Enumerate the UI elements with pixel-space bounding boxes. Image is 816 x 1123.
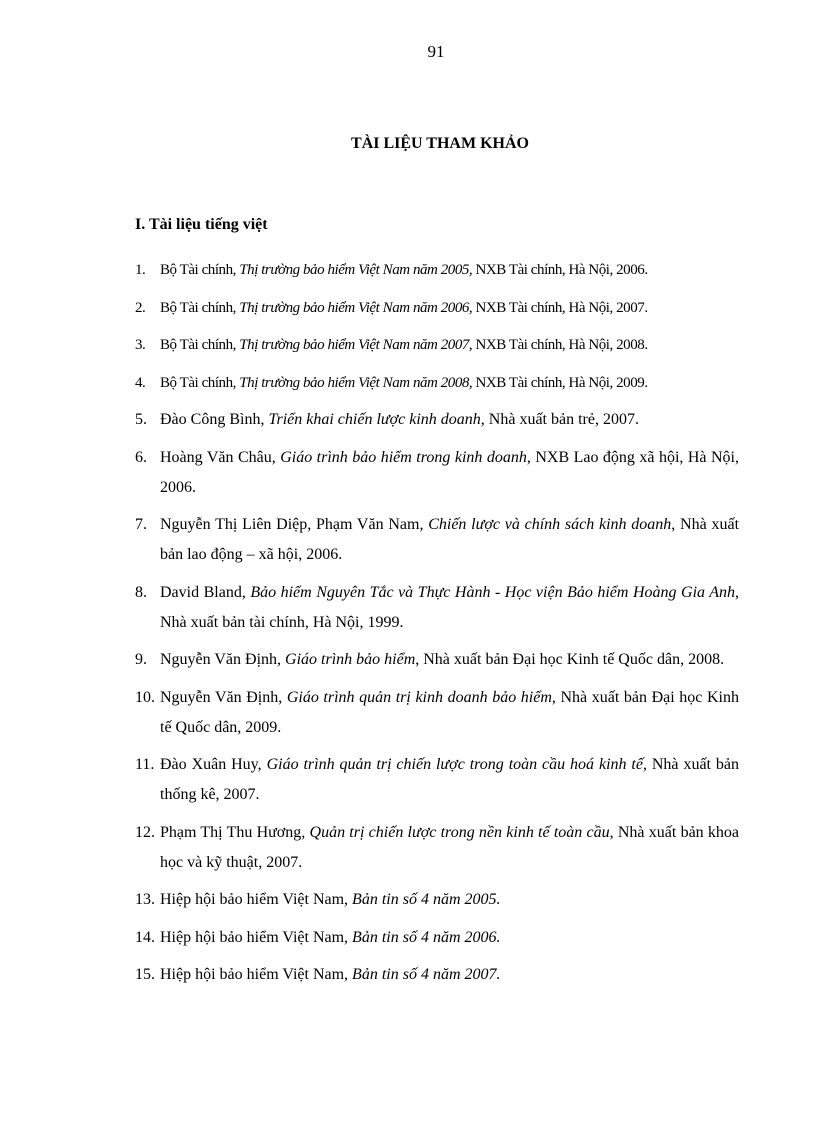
reference-publisher: , Nhà xuất bản thống kê, 2007. — [160, 756, 739, 803]
reference-author: Nguyễn Thị Liên Diệp, Phạm Văn Nam, — [160, 516, 429, 533]
reference-publisher: , Nhà xuất bản trẻ, 2007. — [480, 411, 639, 428]
reference-number: 8. — [135, 583, 147, 601]
reference-item — [135, 750, 739, 810]
reference-author: Hiệp hội bảo hiểm Việt Nam, — [160, 928, 353, 946]
reference-number: 6. — [135, 448, 147, 466]
reference-author: David Bland, — [160, 583, 251, 601]
reference-title: Chiến lược và chính sách kinh doanh — [428, 516, 672, 533]
reference-number: 9. — [135, 651, 147, 668]
reference-number: 11. — [135, 756, 155, 773]
section-heading: I. Tài liệu tiếng việt — [135, 216, 268, 233]
reference-title: Giáo trình bảo hiểm trong kinh doanh — [280, 448, 527, 466]
reference-item — [135, 330, 739, 360]
reference-list — [135, 255, 739, 998]
reference-publisher: , NXB Lao động xã hội, Hà Nội, 2006. — [160, 448, 739, 496]
reference-item — [135, 293, 739, 323]
reference-number: 5. — [135, 411, 147, 428]
reference-item — [135, 255, 739, 285]
reference-publisher: , Nhà xuất bản lao động – xã hội, 2006. — [160, 516, 740, 563]
reference-number: 1. — [135, 262, 146, 278]
page-title: TÀI LIỆU THAM KHẢO — [351, 135, 529, 152]
reference-publisher: , Nhà xuất bản Đại học Kinh tế Quốc dân, 2008. — [415, 651, 725, 668]
reference-number: 14. — [135, 928, 155, 946]
reference-item — [135, 443, 739, 503]
reference-title: Triển khai chiến lược kinh doanh — [268, 411, 481, 428]
reference-number: 13. — [135, 891, 155, 908]
reference-author: Đào Công Bình, — [160, 411, 269, 428]
reference-author: Bộ Tài chính, — [160, 299, 240, 316]
page-number: 91 — [427, 42, 445, 61]
reference-author: Nguyễn Văn Định, — [160, 688, 287, 706]
reference-number: 10. — [135, 688, 155, 706]
reference-title: Bản tin số 4 năm 2007. — [352, 966, 501, 983]
reference-publisher: , Nhà xuất bản Đại học Kinh tế Quốc dân, 2009. — [160, 688, 739, 736]
reference-publisher: , NXB Tài chính, Hà Nội, 2008. — [468, 337, 648, 353]
reference-number: 12. — [135, 823, 155, 841]
reference-title: Bảo hiểm Nguyên Tắc và Thực Hành - Học viện Bảo hiểm Hoàng Gia Anh — [250, 583, 735, 601]
reference-title: Bản tin số 4 năm 2006. — [352, 928, 501, 946]
reference-item — [135, 683, 739, 743]
reference-item — [135, 960, 739, 990]
reference-title: Thị trường bảo hiểm Việt Nam năm 2008 — [239, 374, 469, 391]
reference-author: Hiệp hội bảo hiểm Việt Nam, — [160, 891, 353, 908]
reference-number: 4. — [135, 374, 146, 391]
reference-publisher: , NXB Tài chính, Hà Nội, 2006. — [468, 262, 648, 278]
reference-item — [135, 885, 739, 915]
reference-author: Hoàng Văn Châu, — [160, 448, 281, 466]
reference-title: Thị trường bảo hiểm Việt Nam năm 2007 — [239, 337, 469, 353]
reference-publisher: , NXB Tài chính, Hà Nội, 2007. — [468, 299, 648, 316]
reference-number: 7. — [135, 516, 147, 533]
reference-item — [135, 510, 739, 570]
reference-author: Nguyễn Văn Định, — [160, 651, 286, 668]
reference-number: 15. — [135, 966, 155, 983]
reference-author: Bộ Tài chính, — [160, 374, 240, 391]
reference-item — [135, 368, 739, 398]
reference-author: Bộ Tài chính, — [160, 262, 240, 278]
reference-title: Thị trường bảo hiểm Việt Nam năm 2005 — [239, 262, 469, 278]
reference-number: 2. — [135, 299, 146, 316]
reference-publisher: , Nhà xuất bản tài chính, Hà Nội, 1999. — [160, 583, 739, 631]
reference-author: Bộ Tài chính, — [160, 337, 240, 353]
reference-author: Đào Xuân Huy, — [160, 756, 267, 773]
reference-author: Phạm Thị Thu Hương, — [160, 823, 310, 841]
reference-title: Bản tin số 4 năm 2005. — [352, 891, 501, 908]
reference-item — [135, 923, 739, 953]
reference-item — [135, 405, 739, 435]
reference-title: Giáo trình bảo hiểm — [285, 651, 416, 668]
reference-publisher: , Nhà xuất bản khoa học và kỹ thuật, 2007. — [160, 823, 740, 871]
reference-number: 3. — [135, 337, 146, 353]
reference-item — [135, 818, 739, 878]
reference-item — [135, 645, 739, 675]
reference-publisher: , NXB Tài chính, Hà Nội, 2009. — [468, 374, 648, 391]
reference-title: Giáo trình quản trị kinh doanh bảo hiểm — [286, 688, 552, 706]
reference-author: Hiệp hội bảo hiểm Việt Nam, — [160, 966, 353, 983]
reference-item — [135, 578, 739, 638]
reference-title: Thị trường bảo hiểm Việt Nam năm 2006 — [239, 299, 469, 316]
reference-title: Quản trị chiến lược trong nền kinh tế toàn cầu — [309, 823, 610, 841]
reference-title: Giáo trình quản trị chiến lược trong toàn cầu hoá kinh tế — [266, 756, 643, 773]
